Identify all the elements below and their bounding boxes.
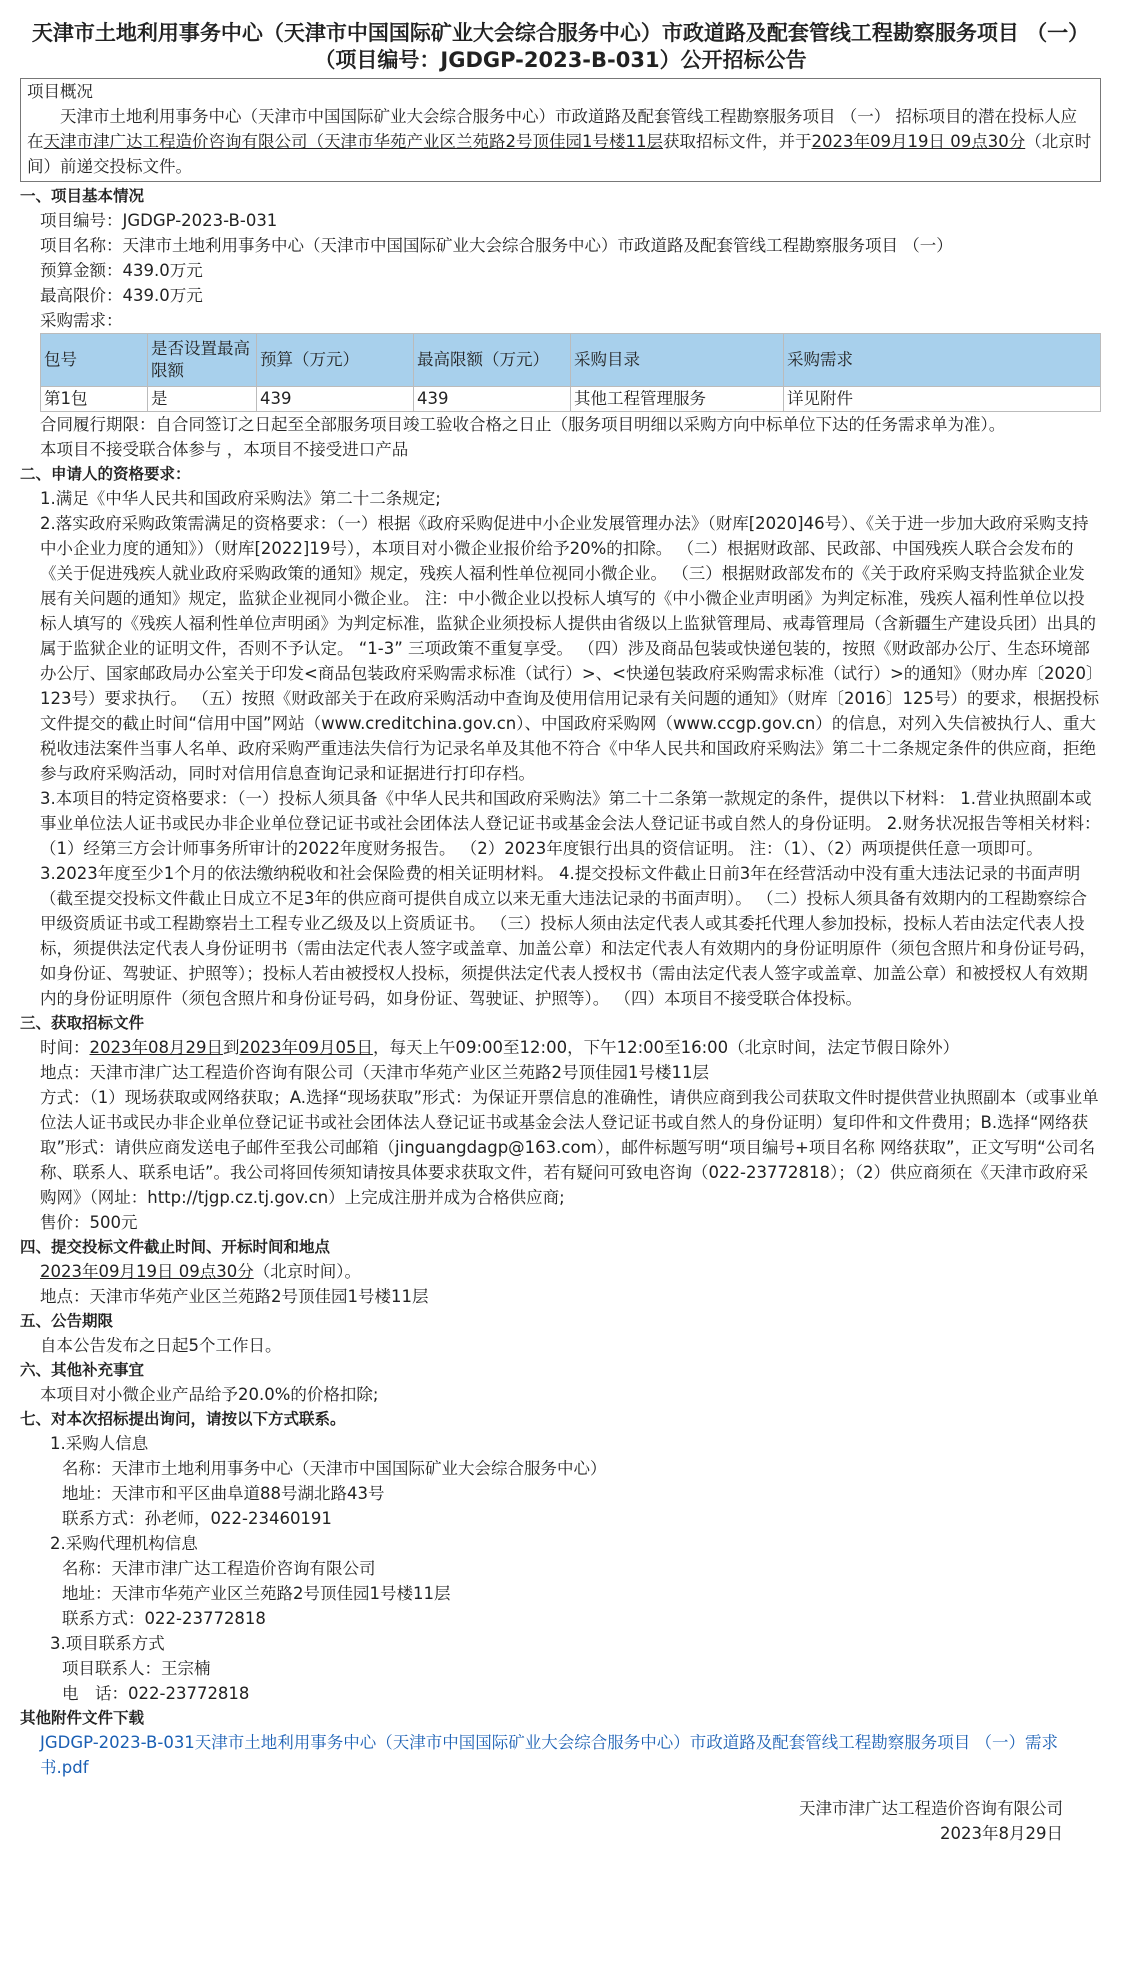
submission-deadline [20,1259,1101,1284]
section-3-heading: 三、获取招标文件 [20,1014,145,1032]
table-cell: 详见附件 [784,387,1101,412]
budget-amount: 预算金额：439.0万元 [40,261,203,280]
footer-date: 2023年8月29日 [940,1824,1063,1843]
agent-address: 地址：天津市华苑产业区兰苑路2号顶佳园1号楼11层 [62,1584,451,1603]
obtain-time-end: 2023年09月05日 [239,1038,373,1057]
table-header-row [41,334,1101,387]
section-7-heading: 七、对本次招标提出询问，请按以下方式联系。 [20,1410,346,1428]
table-cell: 439 [257,387,414,412]
joint-bid-note: 本项目不接受联合体参与 ，本项目不接受进口产品 [40,440,409,459]
opening-place: 地点：天津市华苑产业区兰苑路2号顶佳园1号楼11层 [40,1287,429,1306]
project-code: 项目编号：JGDGP-2023-B-031 [40,211,278,230]
obtain-time [20,1035,1101,1060]
overview-part-c: 获取招标文件，并于 [663,132,812,151]
requirements-table [40,333,1101,412]
section-6-heading: 六、其他补充事宜 [20,1361,145,1379]
footer-organization: 天津市津广达工程造价咨询有限公司 [799,1799,1063,1818]
table-header: 预算（万元） [257,334,414,387]
agent-name: 名称：天津市津广达工程造价咨询有限公司 [62,1559,376,1578]
buyer-contact: 联系方式：孙老师，022-23460191 [62,1509,332,1528]
table-row [41,387,1101,412]
project-contact-person: 项目联系人：王宗楠 [62,1659,211,1678]
attachment-link[interactable]: JGDGP-2023-B-031天津市土地利用事务中心（天津市中国国际矿业大会综合服务中心）市政道路及配套管线工程勘察服务项目 （一）需求书.pdf [40,1733,1059,1777]
section-4-heading: 四、提交投标文件截止时间、开标时间和地点 [20,1238,331,1256]
qualification-1: 1.满足《中华人民共和国政府采购法》第二十二条规定; [40,489,441,508]
overview-deadline: 2023年09月19日 09点30分 [811,132,1026,151]
buyer-address: 地址：天津市和平区曲阜道88号湖北路43号 [62,1484,385,1503]
table-header: 最高限额（万元） [414,334,571,387]
qualification-3: 3.本项目的特定资格要求：（一）投标人须具备《中华人民共和国政府采购法》第二十二条第一款规定的条件，提供以下材料： 1.营业执照副本或事业单位法人证书或民办非企业单位登记证书或社会团体法人登记证书或基金会法人登记证书或自然人的身份证明。 2.财务状况报告等相关材料： （1）经第三方会计师事务所审计的2022年度财务报告。 （2）2023年度银行出具的资信证明。 注：（1）、（2）两项提供任意一项即可。 3.2023年度至少1个月的依法缴纳税收和社会保险费的相关证明材料。 4.提交投标文件截止日前3年在经营活动中没有重大违法记录的书面声明（截至提交投标文件截止日成立不足3年的供应商可提供自成立以来无重大违法记录的书面声明）。 （二）投标人须具备有效期内的工程勘察综合甲级资质证书或工程勘察岩土工程专业乙级及以上资质证书。 （三）投标人须由法定代表人或其委托代理人参加投标，投标人若由法定代表人投标，须提供法定代表人身份证明书（需由法定代表人签字或盖章、加盖公章）和法定代表人有效期内的身份证明原件（须包含照片和身份证号码，如身份证、驾驶证、护照等）；投标人若由被授权人投标，须提供法定代表人授权书（需由法定代表人签字或盖章、加盖公章）和被授权人有效期内的身份证明原件（须包含照片和身份证号码，如身份证、驾驶证、护照等）。 （四）本项目不接受联合体投标。 [40,789,1101,1008]
obtain-place: 地点：天津市津广达工程造价咨询有限公司（天津市华苑产业区兰苑路2号顶佳园1号楼11层 [40,1063,709,1082]
max-price: 最高限价：439.0万元 [40,286,203,305]
section-2-heading: 二、申请人的资格要求： [20,465,191,483]
section-5-heading: 五、公告期限 [20,1312,114,1330]
overview-part-a: 天津市土地利用事务中心（天津市中国国际矿业大会综合服务中心）市政道路及配套管线工程勘察服务项目 （一） 招标项目的潜在投标人应在 [27,107,1077,151]
table-cell: 其他工程管理服务 [571,387,784,412]
obtain-method: 方式：（1）现场获取或网络获取；A.选择“现场获取”形式：为保证开票信息的准确性，请供应商到我公司获取文件时提供营业执照副本（或事业单位法人证书或民办非企业单位登记证书或社会团体法人登记证书或基金会法人登记证书或自然人的身份证明）复印件和文件费用；B.选择“网络获取”形式：请供应商发送电子邮件至我公司邮箱（jinguangdagp@163.com），邮件标题写明“项目编号+项目名称 网络获取”，正文写明“公司名称、联系人、联系电话”。我公司将回传须知请按具体要求获取文件，若有疑问可致电咨询（022-23772818）；（2）供应商须在《天津市政府采购网》（网址：http://tjgp.cz.tj.gov.cn）上完成注册并成为合格供应商; [40,1088,1099,1207]
page-title: 天津市土地利用事务中心（天津市中国国际矿业大会综合服务中心）市政道路及配套管线工程勘察服务项目 （一）（项目编号：JGDGP-2023-B-031）公开招标公告 [31,21,1090,72]
table-header: 采购需求 [784,334,1101,387]
attachments-heading: 其他附件文件下载 [20,1709,145,1727]
overview-heading: 项目概况 [27,82,93,101]
table-header: 采购目录 [571,334,784,387]
table-header: 是否设置最高限额 [148,334,257,387]
obtain-time-rest: ，每天上午09:00至12:00，下午12:00至16:00（北京时间，法定节假日除外） [372,1038,960,1057]
obtain-time-label: 时间： [40,1038,90,1057]
supplementary-note: 本项目对小微企业产品给予20.0%的价格扣除; [40,1385,379,1404]
obtain-time-to: 到 [222,1038,240,1057]
agent-info-heading: 2.采购代理机构信息 [50,1534,198,1553]
submission-deadline-time: 2023年09月19日 09点30分 [40,1262,254,1281]
buyer-info-heading: 1.采购人信息 [50,1434,149,1453]
project-contact-phone: 电 话：022-23772818 [62,1684,250,1703]
procurement-needs-label: 采购需求： [40,311,123,330]
project-name: 项目名称：天津市土地利用事务中心（天津市中国国际矿业大会综合服务中心）市政道路及配套管线工程勘察服务项目 （一） [40,236,953,255]
overview-box [20,78,1101,182]
notice-period: 自本公告发布之日起5个工作日。 [40,1336,282,1355]
section-1-heading: 一、项目基本情况 [20,187,145,205]
document-price: 售价：500元 [40,1213,138,1232]
obtain-time-start: 2023年08月29日 [89,1038,223,1057]
table-header: 包号 [41,334,148,387]
buyer-name: 名称：天津市土地利用事务中心（天津市中国国际矿业大会综合服务中心） [62,1459,607,1478]
qualification-2: 2.落实政府采购政策需满足的资格要求：（一）根据《政府采购促进中小企业发展管理办法》（财库[2020]46号）、《关于进一步加大政府采购支持中小企业力度的通知》）（财库[2022]19号），本项目对小微企业报价给予20%的扣除。 （二）根据财政部、民政部、中国残疾人联合会发布的《关于促进残疾人就业政府采购政策的通知》规定，残疾人福利性单位视同小微企业。 （三）根据财政部发布的《关于政府采购支持监狱企业发展有关问题的通知》规定，监狱企业视同小微企业。 注：中小微企业以投标人填写的《中小微企业声明函》为判定标准，残疾人福利性单位以投标人填写的《残疾人福利性单位声明函》为判定标准，监狱企业须投标人提供由省级以上监狱管理局、戒毒管理局（含新疆生产建设兵团）出具的属于监狱企业的证明文件，否则不予认定。 “1-3” 三项政策不重复享受。 （四）涉及商品包装或快递包装的，按照《财政部办公厅、生态环境部办公厅、国家邮政局办公室关于印发<商品包装政府采购需求标准（试行）>、<快递包装政府采购需求标准（试行）>的通知》（财办库〔2020〕123号）要求执行。 （五）按照《财政部关于在政府采购活动中查询及使用信用记录有关问题的通知》（财库〔2016〕125号）的要求，根据投标文件提交的截止时间“信用中国”网站（www.creditchina.gov.cn）、中国政府采购网（www.ccgp.gov.cn）的信息，对列入失信被执行人、重大税收违法案件当事人名单、政府采购严重违法失信行为记录名单及其他不符合《中华人民共和国政府采购法》第二十二条规定条件的供应商，拒绝参与政府采购活动，同时对信用信息查询记录和证据进行打印存档。 [40,514,1099,783]
table-cell: 439 [414,387,571,412]
agent-contact: 联系方式：022-23772818 [62,1609,266,1628]
submission-deadline-rest: （北京时间）。 [253,1262,361,1281]
project-contact-heading: 3.项目联系方式 [50,1634,165,1653]
table-cell: 第1包 [41,387,148,412]
overview-obtain-location: 天津市津广达工程造价咨询有限公司（天津市华苑产业区兰苑路2号顶佳园1号楼11层 [43,132,663,151]
table-cell: 是 [148,387,257,412]
contract-period: 合同履行期限：自合同签订之日起至全部服务项目竣工验收合格之日止（服务项目明细以采购方向中标单位下达的任务需求单为准）。 [40,415,1006,434]
overview-text [27,104,1092,179]
overview-part-e: （北京时间）前递交投标文件。 [27,132,1092,176]
